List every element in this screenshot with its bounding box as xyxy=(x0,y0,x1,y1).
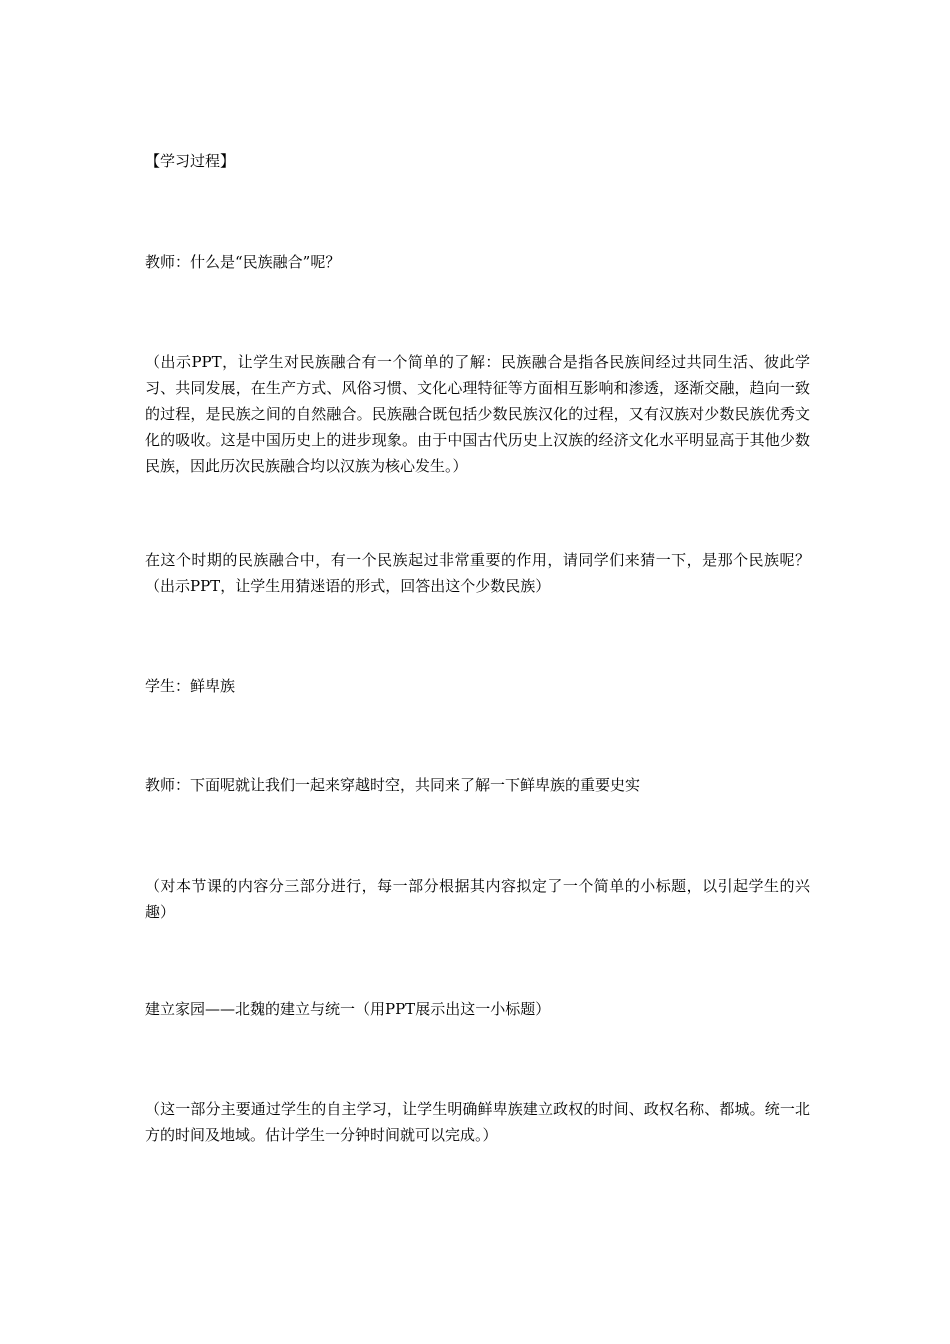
student-answer-paragraph: 学生：鲜卑族 xyxy=(145,677,236,695)
self-study-paragraph: （这一部分主要通过学生的自主学习，让学生明确鲜卑族建立政权的时间、政权名称、都城。统一北方的时间及地域。估计学生一分钟时间就可以完成。） xyxy=(145,1100,810,1144)
section-heading: 【学习过程】 xyxy=(145,152,236,170)
lesson-structure-paragraph: （对本节课的内容分三部分进行，每一部分根据其内容拟定了一个简单的小标题，以引起学生的兴趣） xyxy=(145,877,810,921)
subtitle-paragraph: 建立家园——北魏的建立与统一（用PPT展示出这一小标题） xyxy=(145,1000,551,1018)
teacher-question-paragraph: 教师：什么是“民族融合”呢？ xyxy=(145,253,341,271)
ppt-explanation-paragraph: （出示PPT，让学生对民族融合有一个简单的了解：民族融合是指各民族间经过共同生活、彼此学习、共同发展，在生产方式、风俗习惯、文化心理特征等方面相互影响和渗透，逐渐交融，趋向一致的过程，是民族之间的自然融合。民族融合既包括少数民族汉化的过程，又有汉族对少数民族优秀文化的吸收。这是中国历史上的进步现象。由于中国古代历史上汉族的经济文化水平明显高于其他少数民族，因此历次民族融合均以汉族为核心发生。） xyxy=(145,353,810,475)
guess-ethnic-group-paragraph: 在这个时期的民族融合中，有一个民族起过非常重要的作用，请同学们来猜一下，是那个民族呢？（出示PPT，让学生用猜迷语的形式，回答出这个少数民族） xyxy=(145,551,810,595)
teacher-intro-paragraph: 教师：下面呢就让我们一起来穿越时空，共同来了解一下鲜卑族的重要史实 xyxy=(145,776,641,794)
